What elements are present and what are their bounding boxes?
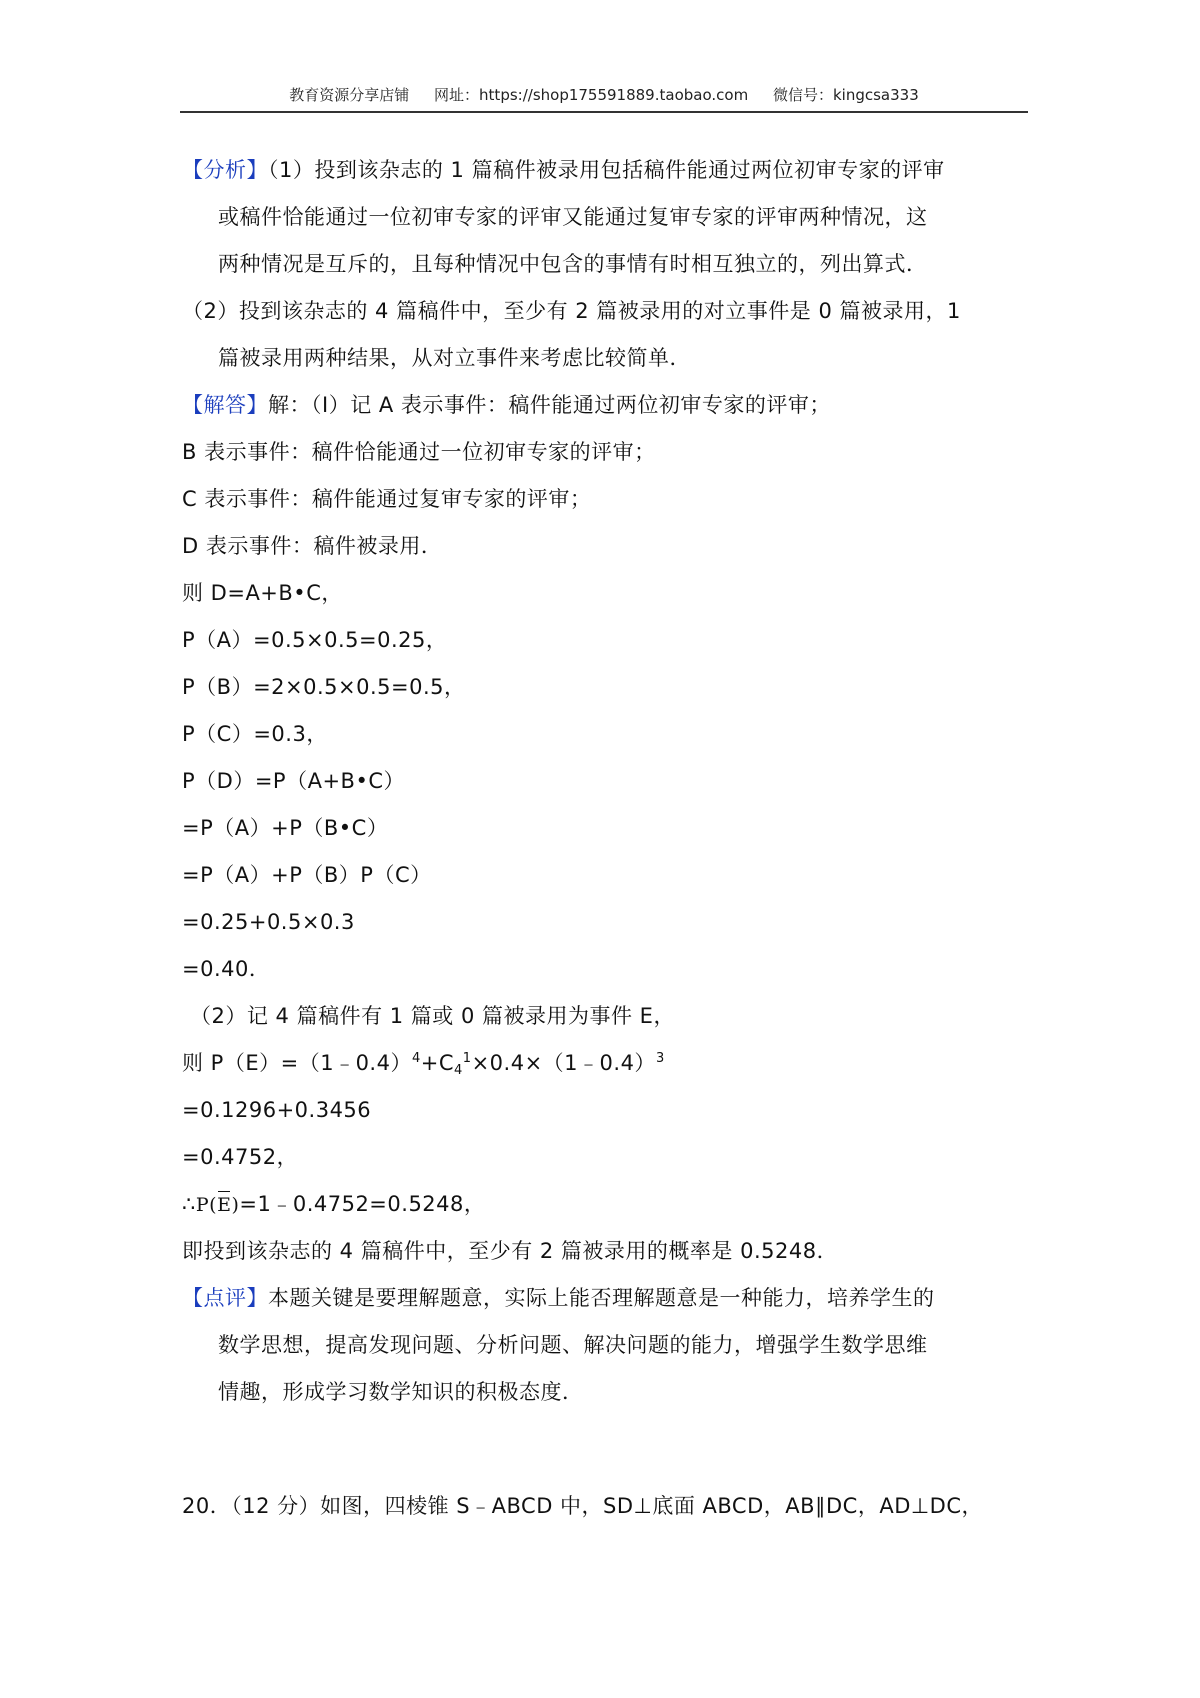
comment-line-1 xyxy=(182,1283,935,1313)
answer-line-19: 即投到该杂志的 4 篇稿件中，至少有 2 篇被录用的概率是 0.5248． xyxy=(182,1239,839,1263)
answer-line-4: D 表示事件：稿件被录用． xyxy=(182,534,443,558)
answer-line-6: P（A）=0.5×0.5=0.25， xyxy=(182,628,448,652)
answer-text-1: 解：（Ⅰ）记 A 表示事件：稿件能通过两位初审专家的评审； xyxy=(268,393,831,417)
answer-line-10: =P（A）+P（B•C） xyxy=(182,816,389,840)
comment-tag: 【点评】 xyxy=(182,1286,268,1310)
analysis-tag: 【分析】 xyxy=(182,158,268,182)
formula-c-sub: 4 xyxy=(454,1063,463,1078)
header-shop: 教育资源分享店铺 xyxy=(289,86,410,104)
analysis-line-1 xyxy=(182,155,945,185)
question-20: 20．（12 分）如图，四棱锥 S﹣ABCD 中，SD⊥底面 ABCD，AB∥DC，AD⊥DC， xyxy=(182,1494,984,1518)
answer-line-14: （2）记 4 篇稿件有 1 篇或 0 篇被录用为事件 E， xyxy=(190,1004,675,1028)
comment-line-2: 数学思想，提高发现问题、分析问题、解决问题的能力，增强学生数学思维 xyxy=(218,1333,928,1357)
answer-line-16: =0.1296+0.3456 xyxy=(182,1098,372,1122)
complement-result: =1﹣0.4752=0.5248， xyxy=(239,1192,486,1216)
formula-plus-c: +C xyxy=(420,1051,455,1075)
formula-c-sup: 1 xyxy=(462,1051,472,1066)
analysis-text-1: （1）投到该杂志的 1 篇稿件被录用包括稿件能通过两位初审专家的评审 xyxy=(268,158,945,182)
answer-line-5: 则 D=A+B•C， xyxy=(182,581,343,605)
answer-line-8: P（C）=0.3， xyxy=(182,722,328,746)
formula-times: ×0.4×（1﹣0.4） xyxy=(471,1051,656,1075)
analysis-line-2: 或稿件恰能通过一位初审专家的评审又能通过复审专家的评审两种情况，这 xyxy=(218,205,928,229)
analysis-line-3: 两种情况是互斥的，且每种情况中包含的事情有时相互独立的，列出算式． xyxy=(218,252,928,276)
answer-line-17: =0.4752， xyxy=(182,1145,299,1169)
header-url: 网址：https://shop175591889.taobao.com xyxy=(434,86,749,104)
answer-line-7: P（B）=2×0.5×0.5=0.5， xyxy=(182,675,466,699)
formula-exp-4: 4 xyxy=(411,1051,421,1066)
answer-line-3: C 表示事件：稿件能通过复审专家的评审； xyxy=(182,487,592,511)
answer-line-1 xyxy=(182,390,831,420)
answer-line-2: B 表示事件：稿件恰能通过一位初审专家的评审； xyxy=(182,440,656,464)
answer-line-13: =0.40． xyxy=(182,957,271,981)
header-wechat: 微信号：kingcsa333 xyxy=(772,86,919,104)
e-bar: E xyxy=(217,1190,231,1220)
page-header xyxy=(180,84,1028,105)
p-close: ) xyxy=(231,1194,240,1216)
p-complement-e xyxy=(196,1194,240,1216)
answer-tag: 【解答】 xyxy=(182,393,268,417)
answer-line-11: =P（A）+P（B）P（C） xyxy=(182,863,432,887)
formula-pe-left: 则 P（E）=（1﹣0.4） xyxy=(182,1051,412,1075)
formula-exp-3: 3 xyxy=(655,1051,665,1066)
therefore-symbol: ∴ xyxy=(182,1192,196,1216)
answer-line-9: P（D）=P（A+B•C） xyxy=(182,769,406,793)
analysis-line-4: （2）投到该杂志的 4 篇稿件中，至少有 2 篇被录用的对立事件是 0 篇被录用，1 xyxy=(182,299,961,323)
comment-text-1: 本题关键是要理解题意，实际上能否理解题意是一种能力，培养学生的 xyxy=(268,1286,935,1310)
answer-line-15 xyxy=(182,1048,665,1078)
analysis-line-5: 篇被录用两种结果，从对立事件来考虑比较简单． xyxy=(218,346,691,370)
header-rule xyxy=(180,111,1028,113)
comment-line-3: 情趣，形成学习数学知识的积极态度． xyxy=(218,1380,584,1404)
p-open: P( xyxy=(195,1194,218,1216)
answer-line-12: =0.25+0.5×0.3 xyxy=(182,910,355,934)
answer-line-18 xyxy=(182,1189,485,1220)
